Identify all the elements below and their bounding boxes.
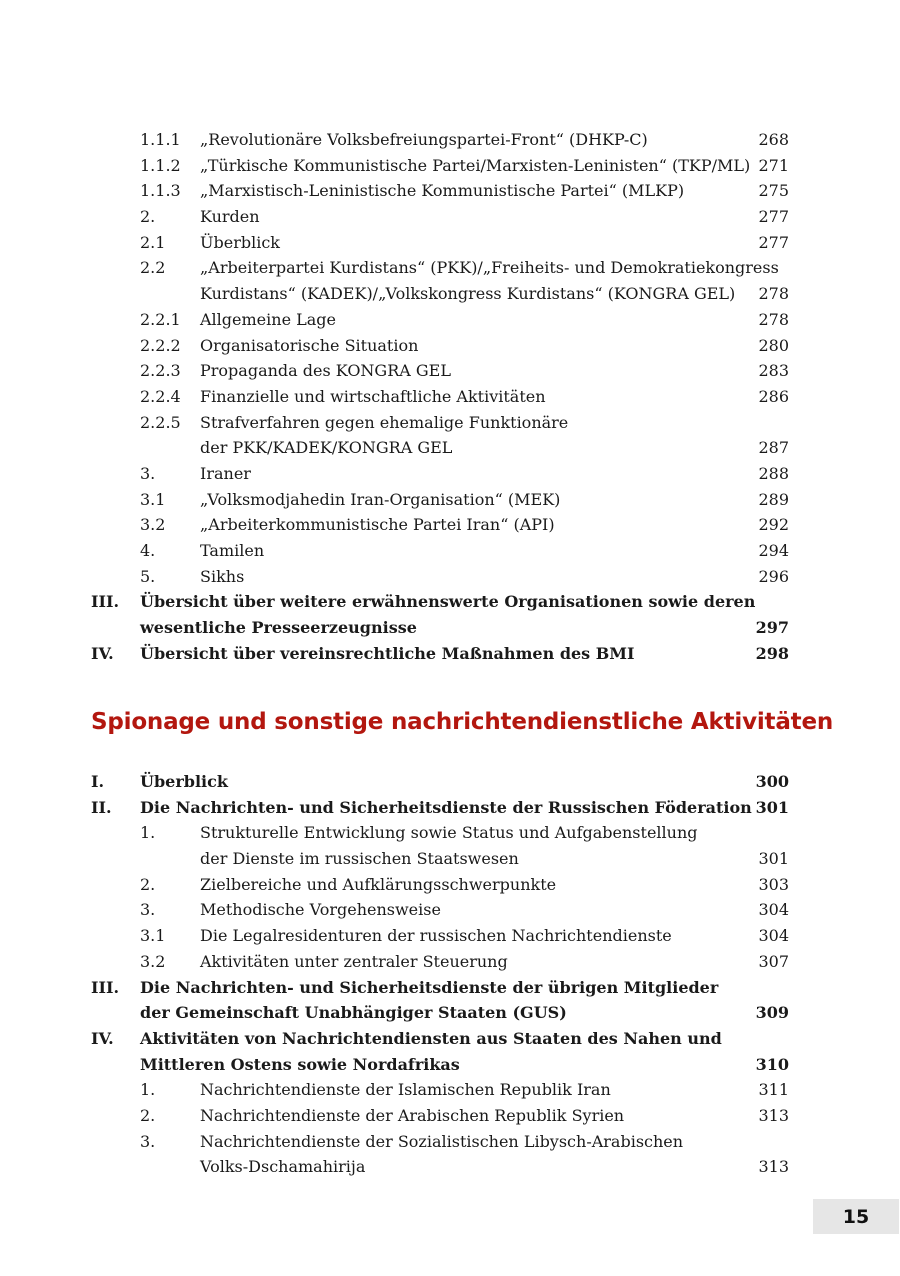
toc-entry-title-line: Überblick [200, 232, 280, 252]
toc-entry-title [200, 255, 779, 306]
toc-entry-title-line: Propaganda des KONGRA GEL [200, 361, 451, 381]
toc-entry-number: 1.1.1 [140, 130, 181, 149]
toc-entry-title-line: Überblick [140, 772, 228, 791]
toc-entry-page: 278 [758, 309, 789, 329]
toc-entry-page: 288 [758, 463, 789, 483]
toc-entry-title [140, 975, 718, 1026]
toc-entry-number: 3. [140, 900, 156, 920]
toc-entry [91, 872, 789, 898]
toc-entry-page: 301 [758, 849, 789, 869]
toc-entry-page: 278 [758, 284, 789, 304]
toc-entry [91, 1103, 789, 1129]
toc-entry-title [200, 872, 556, 898]
toc-entry-title [200, 512, 555, 538]
toc-entry-page: 301 [755, 797, 789, 817]
toc-entry-number: IV. [91, 643, 114, 663]
toc-entry-number: 2. [140, 1105, 156, 1125]
toc-entry-page: 304 [758, 926, 789, 946]
toc-entry-title-line: Finanzielle und wirtschaftliche Aktivitäten [200, 386, 546, 406]
toc-entry-number: IV. [91, 1028, 114, 1048]
toc-entry-page: 294 [758, 541, 789, 561]
page-number-box [813, 1199, 899, 1234]
toc-entry-title-line: Kurdistans“ (KADEK)/„Volkskongress Kurdistans“ (KONGRA GEL) [200, 284, 736, 304]
toc-entry-title-line: „Türkische Kommunistische Partei/Marxisten-Leninisten“ (TKP/ML) [200, 155, 751, 175]
toc-entry-title [200, 230, 280, 256]
toc-entry-page: 298 [755, 643, 789, 663]
toc-entry-page: 277 [758, 232, 789, 252]
toc-entry-page: 309 [755, 1003, 789, 1023]
toc-entry [91, 975, 789, 1026]
toc-entry-number: 2.2.1 [140, 309, 181, 329]
toc-entry-title-line: Sikhs [200, 566, 245, 586]
toc-entry-number: 4. [140, 541, 156, 561]
toc-entry [91, 1077, 789, 1103]
toc-entry-page: 286 [758, 386, 789, 406]
toc-entry [91, 127, 789, 153]
toc-entry-title-line: der PKK/KADEK/KONGRA GEL [200, 438, 453, 458]
toc-entry [91, 641, 789, 667]
toc-entry-number: 3.2 [140, 951, 166, 971]
toc-entry-title-line: „Marxistisch-Leninistische Kommunistische Partei“ (MLKP) [200, 181, 685, 201]
toc-entry-title [200, 1077, 611, 1103]
toc-entry [91, 1129, 789, 1180]
toc-entry-number: 3. [140, 463, 156, 483]
toc-entry [91, 204, 789, 230]
toc-entry-title-line: Strukturelle Entwicklung sowie Status und Aufgabenstellung [200, 823, 698, 843]
toc-entry-title [200, 820, 698, 871]
toc-entry-page: 307 [758, 951, 789, 971]
toc-entry-number: 3.1 [140, 489, 166, 509]
toc-entry [91, 769, 789, 795]
toc-entry-title-line: Nachrichtendienste der Islamischen Republik Iran [200, 1080, 611, 1100]
toc-entry-title-line: Iraner [200, 463, 251, 483]
toc-entry-title-line: Aktivitäten von Nachrichtendiensten aus Staaten des Nahen und [140, 1028, 722, 1048]
page-number: 15 [842, 1205, 870, 1228]
toc-entry-title-line: Die Legalresidenturen der russischen Nachrichtendienste [200, 926, 672, 946]
toc-entry [91, 589, 789, 640]
toc-entry-title-line: der Dienste im russischen Staatswesen [200, 849, 519, 869]
toc-entry-title-line: Tamilen [200, 541, 265, 561]
toc-entry-title-line: „Arbeiterpartei Kurdistans“ (PKK)/„Freiheits- und Demokratiekongress [200, 258, 779, 278]
toc-entry-number: 2. [140, 207, 156, 227]
toc-entry-title-line: Die Nachrichten- und Sicherheitsdienste der übrigen Mitglieder [140, 977, 719, 997]
toc-part-2 [91, 769, 789, 1180]
toc-entry-page: 311 [758, 1080, 789, 1100]
toc-entry-page: 304 [758, 900, 789, 920]
toc-entry-title [200, 127, 648, 153]
toc-entry-title-line: wesentliche Presseerzeugnisse [140, 618, 417, 638]
toc-entry-title [200, 897, 441, 923]
toc-entry [91, 307, 789, 333]
toc-entry-title-line: Die Nachrichten- und Sicherheitsdienste der Russischen Föderation [140, 797, 752, 817]
toc-entry-title-line: Übersicht über weitere erwähnenswerte Organisationen sowie deren [140, 592, 756, 612]
toc-entry-title [200, 333, 418, 359]
toc-entry-title [140, 641, 634, 667]
toc-entry-title [200, 307, 336, 333]
toc-entry-title [140, 1026, 722, 1077]
toc-entry [91, 1026, 789, 1077]
toc-entry [91, 564, 789, 590]
toc-entry-page: 296 [758, 566, 789, 586]
toc-entry-title-line: Nachrichtendienste der Sozialistischen Libysch-Arabischen [200, 1131, 684, 1151]
toc-entry-title-line: Zielbereiche und Aufklärungsschwerpunkte [200, 874, 557, 894]
toc-entry-page: 303 [758, 874, 789, 894]
toc-entry-page: 289 [758, 489, 789, 509]
toc-entry [91, 255, 789, 306]
toc-entry-title-line: Organisatorische Situation [200, 335, 419, 355]
toc-entry-title [140, 795, 752, 821]
toc-entry [91, 487, 789, 513]
toc-entry-title-line: Nachrichtendienste der Arabischen Republik Syrien [200, 1105, 625, 1125]
toc-entry-page: 268 [758, 129, 789, 149]
toc-entry-page: 275 [758, 181, 789, 201]
toc-entry-number: 2.2.5 [140, 412, 181, 432]
toc-entry-title [200, 487, 560, 513]
toc-entry [91, 923, 789, 949]
toc-entry-number: I. [91, 772, 105, 791]
toc-entry-title-line: Übersicht über vereinsrechtliche Maßnahmen des BMI [140, 643, 635, 663]
toc-entry-number: 2.2 [140, 258, 166, 278]
toc-entry-title [200, 564, 244, 590]
toc-entry-number: 3.1 [140, 926, 166, 946]
toc-entry [91, 461, 789, 487]
toc-entry [91, 384, 789, 410]
toc-entry-title-line: Mittleren Ostens sowie Nordafrikas [140, 1054, 460, 1074]
toc-entry-number: 2.2.2 [140, 335, 181, 355]
toc-entry-number: 1.1.3 [140, 181, 181, 201]
toc-entry-title [140, 769, 228, 795]
toc-entry-title-line: „Arbeiterkommunistische Partei Iran“ (API) [200, 515, 555, 535]
toc-entry [91, 153, 789, 179]
toc-entry [91, 410, 789, 461]
toc-entry-title-line: Aktivitäten unter zentraler Steuerung [200, 951, 508, 971]
toc-entry-title [200, 178, 684, 204]
toc-entry [91, 178, 789, 204]
toc-entry-number: 3.2 [140, 515, 166, 535]
toc-entry-page: 292 [758, 515, 789, 535]
toc-entry-title [200, 410, 568, 461]
toc-entry-page: 313 [758, 1105, 789, 1125]
toc-entry-title [200, 358, 451, 384]
toc-entry [91, 358, 789, 384]
toc-entry-number: 2.2.3 [140, 361, 181, 381]
toc-entry [91, 795, 789, 821]
toc-entry-title [200, 1129, 683, 1180]
toc-entry-title [140, 589, 755, 640]
toc-entry-title-line: Allgemeine Lage [200, 309, 336, 329]
toc-entry-page: 313 [758, 1157, 789, 1177]
toc-entry-title [200, 1103, 624, 1129]
toc-entry-number: 1.1.2 [140, 155, 181, 175]
toc-entry-title-line: „Revolutionäre Volksbefreiungspartei-Front“ (DHKP-C) [200, 130, 648, 149]
toc-entry-title [200, 538, 264, 564]
toc-entry-title-line: Strafverfahren gegen ehemalige Funktionäre [200, 412, 569, 432]
toc-part-1 [91, 127, 789, 666]
toc-entry-page: 271 [758, 155, 789, 175]
toc-entry-title [200, 461, 251, 487]
toc-entry-page: 287 [758, 438, 789, 458]
toc-entry-title [200, 949, 508, 975]
toc-entry-number: 1. [140, 823, 156, 843]
toc-entry-number: 5. [140, 566, 156, 586]
toc-entry-number: III. [91, 592, 120, 612]
toc-entry-number: 2. [140, 874, 156, 894]
toc-entry-number: 3. [140, 1131, 156, 1151]
toc-entry [91, 897, 789, 923]
toc-entry-page: 310 [755, 1054, 789, 1074]
toc-entry-number: 2.2.4 [140, 386, 181, 406]
toc-entry-title-line: Volks-Dschamahirija [200, 1157, 366, 1177]
toc-entry [91, 230, 789, 256]
toc-entry [91, 949, 789, 975]
toc-entry-title [200, 153, 750, 179]
section-heading: Spionage und sonstige nachrichtendienstliche Aktivitäten [91, 709, 834, 735]
toc-entry-title-line: der Gemeinschaft Unabhängiger Staaten (GUS) [140, 1003, 567, 1023]
toc-entry-page: 280 [758, 335, 789, 355]
toc-entry-page: 277 [758, 207, 789, 227]
toc-entry-title [200, 923, 672, 949]
toc-entry [91, 333, 789, 359]
toc-entry-number: 1. [140, 1080, 156, 1100]
toc-entry [91, 512, 789, 538]
toc-entry-number: 2.1 [140, 232, 166, 252]
toc-entry-title [200, 384, 546, 410]
toc-entry [91, 820, 789, 871]
toc-entry-title [200, 204, 260, 230]
toc-entry-title-line: „Volksmodjahedin Iran-Organisation“ (MEK) [200, 489, 561, 509]
toc-entry-title-line: Methodische Vorgehensweise [200, 900, 441, 920]
toc-entry-title-line: Kurden [200, 207, 260, 227]
toc-entry [91, 538, 789, 564]
toc-entry-number: III. [91, 977, 120, 997]
toc-entry-page: 283 [758, 361, 789, 381]
toc-entry-page: 300 [755, 771, 789, 791]
toc-entry-number: II. [91, 797, 112, 817]
toc-entry-page: 297 [755, 618, 789, 638]
